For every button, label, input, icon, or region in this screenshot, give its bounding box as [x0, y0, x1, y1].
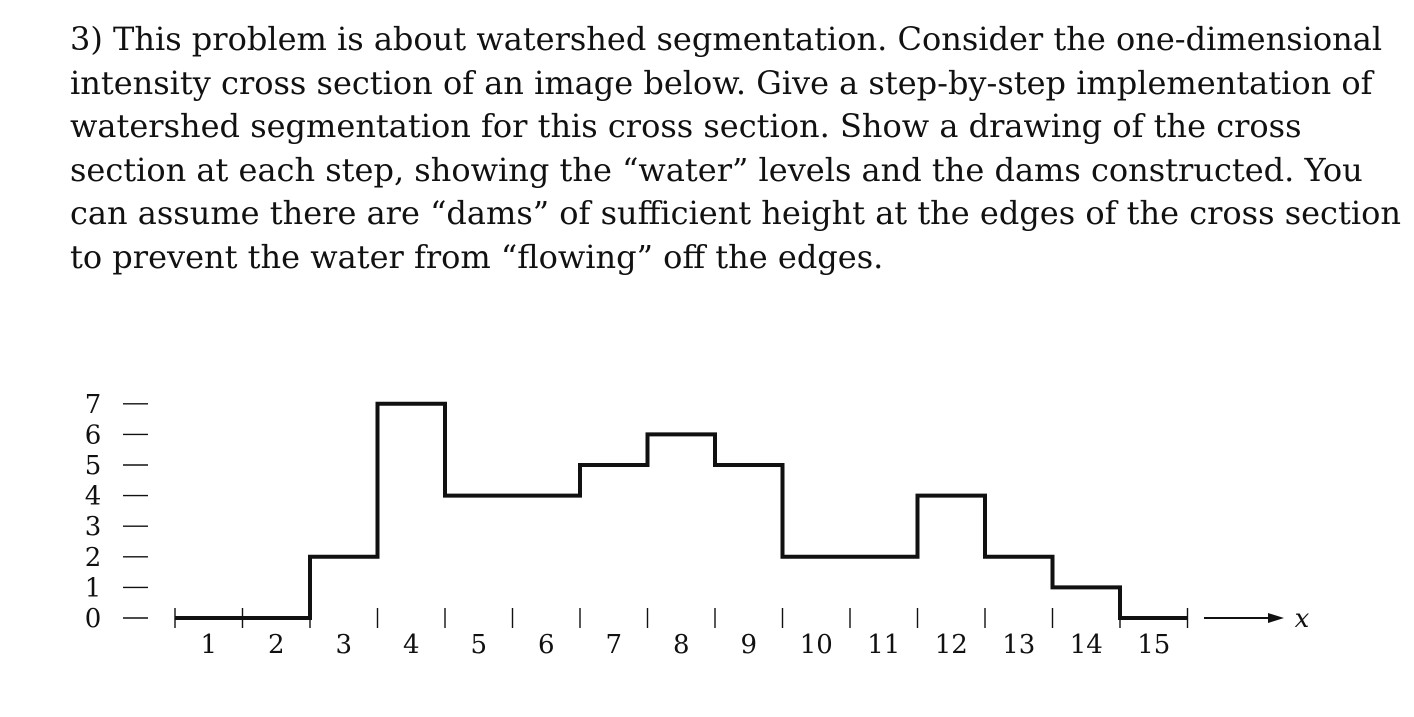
x-tick-label: 4	[402, 630, 420, 660]
x-tick-label: 6	[537, 630, 555, 660]
y-axis	[85, 390, 148, 634]
problem-line: watershed segmentation for this cross section. Show a drawing of the cross	[70, 107, 1302, 145]
profile-series	[175, 404, 1188, 618]
x-tick-label: 12	[934, 630, 968, 660]
x-tick-label: 9	[740, 630, 758, 660]
x-tick-label: 15	[1137, 630, 1171, 660]
y-tick-label: 0	[84, 604, 102, 634]
x-tick-label: 10	[799, 630, 833, 660]
y-tick-label: 7	[84, 389, 102, 420]
y-tick-label: 2	[84, 542, 102, 573]
x-tick-label: 1	[200, 630, 218, 660]
x-tick-label: 2	[267, 630, 285, 660]
x-tick-label: 5	[470, 630, 488, 660]
x-axis	[175, 608, 1188, 660]
x-tick-label: 8	[672, 630, 690, 660]
problem-line: can assume there are “dams” of sufficient height at the edges of the cross section	[70, 194, 1401, 232]
x-tick-label: 7	[605, 630, 623, 660]
problem-line: intensity cross section of an image below. Give a step-by-step implementation of	[70, 63, 1373, 102]
x-tick-label: 11	[867, 630, 901, 660]
y-tick-label: 6	[84, 420, 102, 451]
y-tick-label: 5	[84, 451, 102, 481]
y-tick-label: 3	[84, 512, 102, 543]
x-tick-label: 14	[1069, 630, 1103, 660]
y-tick-label: 4	[84, 481, 102, 512]
profile-line	[175, 404, 1188, 618]
y-tick-label: 1	[84, 573, 102, 604]
problem-line: section at each step, showing the “water” levels and the dams constructed. You	[70, 150, 1363, 189]
x-axis-arrowhead-icon	[1268, 613, 1284, 623]
problem-statement	[70, 18, 1401, 279]
x-axis-label: x	[1294, 604, 1310, 634]
intensity-profile-chart	[0, 370, 1414, 717]
x-tick-label: 3	[335, 630, 353, 660]
problem-line: to prevent the water from “flowing” off the edges.	[70, 237, 884, 276]
x-tick-label: 13	[1002, 630, 1036, 660]
problem-line: 3) This problem is about watershed segmentation. Consider the one-dimensional	[70, 20, 1383, 58]
x-axis-label-group	[1204, 604, 1310, 634]
